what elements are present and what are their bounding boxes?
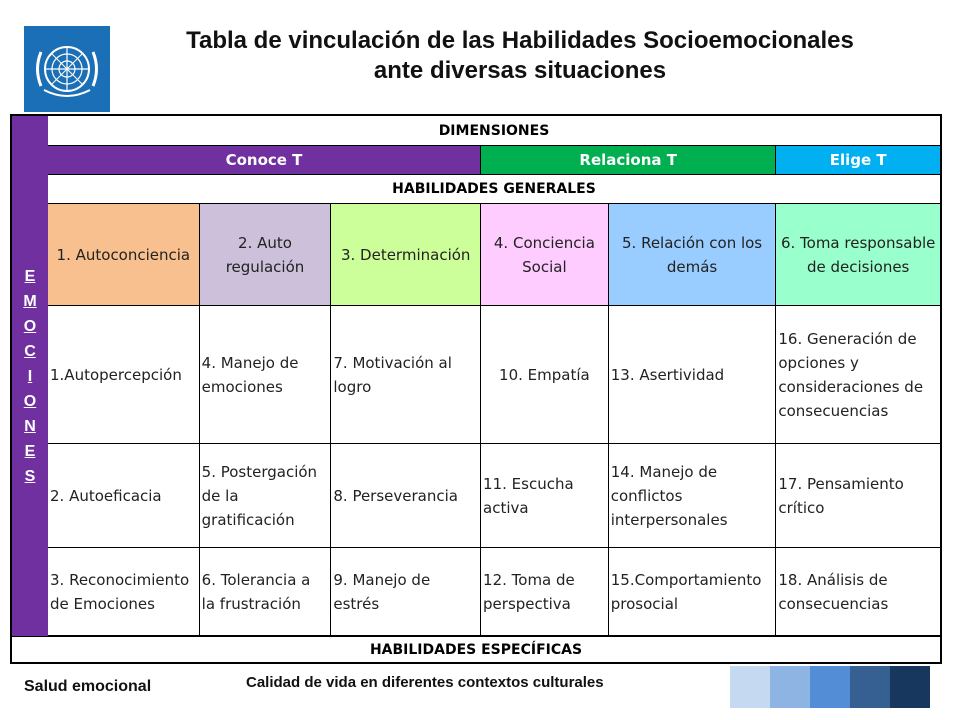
specific-skill-5: 5. Postergación de la gratificación: [200, 444, 332, 547]
swatch-5: [890, 666, 930, 708]
general-skill-2: 2. Auto regulación: [200, 204, 332, 305]
page-title: [120, 26, 920, 86]
swatch-3: [810, 666, 850, 708]
title-line-1: Tabla de vinculación de las Habilidades Socioemocionales: [186, 27, 854, 54]
habilidades-generales-header: HABILIDADES GENERALES: [48, 174, 940, 204]
general-skill-1: 1. Autoconciencia: [48, 204, 200, 305]
un-logo: [24, 26, 110, 112]
dimensions-row: [48, 146, 940, 174]
general-skill-5: 5. Relación con los demás: [609, 204, 777, 305]
habilidades-especificas-footer: HABILIDADES ESPECÍFICAS: [12, 636, 940, 662]
specific-skill-16: 16. Generación de opciones y consideraciones de consecuencias: [778, 329, 924, 420]
footer-salud-emocional: Salud emocional: [24, 678, 152, 695]
specific-skill-3: 3. Reconocimiento de Emociones: [48, 548, 200, 635]
specific-skill-7: 7. Motivación al logro: [331, 306, 481, 443]
specific-skill-17: 17. Pensamiento crítico: [778, 474, 904, 517]
specific-skill-9: 9. Manejo de estrés: [331, 548, 481, 635]
specific-skill-4: 4. Manejo de emociones: [200, 306, 332, 443]
specific-skill-2: 2. Autoeficacia: [48, 444, 200, 547]
specific-skill-8: 8. Perseverancia: [331, 444, 481, 547]
skills-table: [10, 114, 942, 664]
specific-skill-18: 18. Análisis de consecuencias: [778, 570, 889, 613]
specific-skill-14: 14. Manejo de conflictos interpersonales: [609, 444, 777, 547]
dimension-relaciona: Relaciona T: [481, 146, 776, 174]
specific-skill-10: 10. Empatía: [481, 306, 609, 443]
table-row: [48, 444, 940, 548]
dimension-elige: Elige T: [776, 146, 940, 174]
general-skill-3: 3. Determinación: [331, 204, 481, 305]
swatch-1: [730, 666, 770, 708]
table-row: [48, 306, 940, 444]
general-skill-4: 4. Conciencia Social: [481, 204, 609, 305]
specific-skill-1: 1.Autopercepción: [48, 306, 200, 443]
table-row: [48, 548, 940, 636]
swatch-4: [850, 666, 890, 708]
color-swatch-strip: [730, 666, 930, 708]
title-line-2: ante diversas situaciones: [373, 57, 667, 84]
dimension-conoce: Conoce T: [48, 146, 481, 174]
specific-skill-6: 6. Tolerancia a la frustración: [200, 548, 332, 635]
specific-skill-11: 11. Escucha activa: [481, 444, 609, 547]
un-emblem-icon: [24, 26, 110, 112]
emociones-vertical-label: E M O C I O N E S: [12, 116, 48, 636]
specific-skill-12: 12. Toma de perspectiva: [481, 548, 609, 635]
general-skill-6: 6. Toma responsable de decisiones: [776, 204, 940, 305]
dimensiones-header: DIMENSIONES: [48, 116, 940, 146]
swatch-2: [770, 666, 810, 708]
footer-calidad-de-vida: Calidad de vida en diferentes contextos culturales: [246, 674, 604, 691]
specific-skill-13: 13. Asertividad: [609, 306, 777, 443]
general-skills-row: [48, 204, 940, 306]
specific-skill-15: 15.Comportamiento prosocial: [609, 548, 777, 635]
